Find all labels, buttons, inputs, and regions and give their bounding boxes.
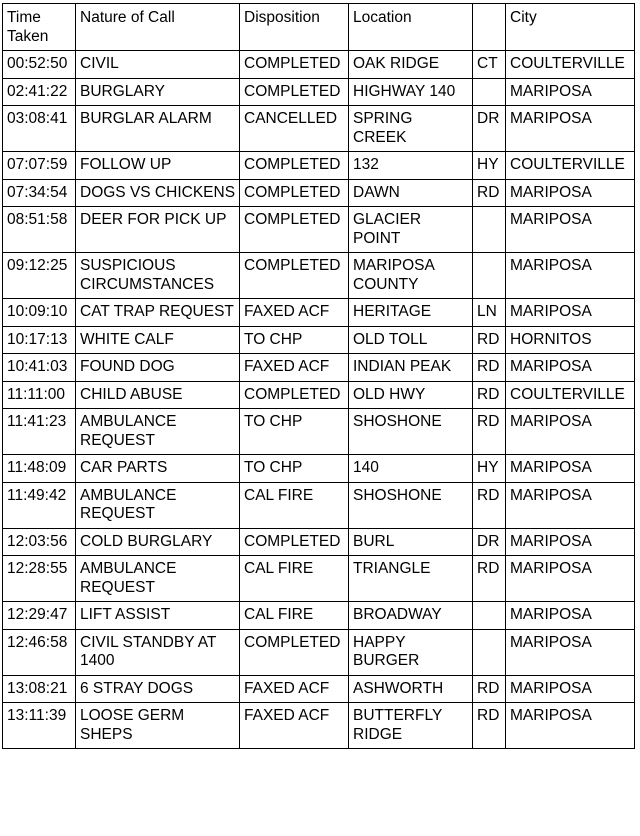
table-row	[3, 78, 635, 106]
cell-city: MARIPOSA	[506, 455, 635, 483]
cell-city: MARIPOSA	[506, 207, 635, 253]
cell-time: 12:03:56	[3, 528, 76, 556]
cell-city: MARIPOSA	[506, 675, 635, 703]
cell-location: INDIAN PEAK	[349, 354, 473, 382]
cell-location: BUTTERFLY RIDGE	[349, 703, 473, 749]
cell-nature: LOOSE GERM SHEPS	[76, 703, 240, 749]
cell-suffix	[473, 78, 506, 106]
table-row	[3, 556, 635, 602]
cell-disposition: CANCELLED	[240, 106, 349, 152]
cell-time: 10:17:13	[3, 326, 76, 354]
cell-nature: BURGLAR ALARM	[76, 106, 240, 152]
cell-time: 12:28:55	[3, 556, 76, 602]
cell-time: 11:41:23	[3, 409, 76, 455]
cell-nature: FOLLOW UP	[76, 152, 240, 180]
cell-city: MARIPOSA	[506, 629, 635, 675]
header-city: City	[506, 4, 635, 51]
cell-location: TRIANGLE	[349, 556, 473, 602]
table-row	[3, 381, 635, 409]
table-row	[3, 51, 635, 79]
call-log-table	[2, 3, 635, 749]
cell-nature: SUSPICIOUS CIRCUMSTANCES	[76, 253, 240, 299]
cell-suffix: CT	[473, 51, 506, 79]
cell-disposition: CAL FIRE	[240, 602, 349, 630]
cell-city: MARIPOSA	[506, 299, 635, 327]
table-row	[3, 409, 635, 455]
header-nature-of-call: Nature of Call	[76, 4, 240, 51]
cell-suffix: RD	[473, 675, 506, 703]
table-row	[3, 354, 635, 382]
cell-disposition: COMPLETED	[240, 179, 349, 207]
table-row	[3, 703, 635, 749]
cell-time: 07:07:59	[3, 152, 76, 180]
cell-suffix	[473, 253, 506, 299]
cell-suffix: RD	[473, 482, 506, 528]
cell-suffix: HY	[473, 152, 506, 180]
cell-city: HORNITOS	[506, 326, 635, 354]
cell-disposition: COMPLETED	[240, 629, 349, 675]
cell-city: MARIPOSA	[506, 409, 635, 455]
cell-location: MARIPOSA COUNTY	[349, 253, 473, 299]
cell-location: SHOSHONE	[349, 409, 473, 455]
cell-disposition: COMPLETED	[240, 78, 349, 106]
table-row	[3, 253, 635, 299]
cell-location: ASHWORTH	[349, 675, 473, 703]
cell-time: 11:49:42	[3, 482, 76, 528]
cell-time: 08:51:58	[3, 207, 76, 253]
table-row	[3, 528, 635, 556]
cell-suffix: RD	[473, 703, 506, 749]
cell-suffix: RD	[473, 556, 506, 602]
cell-suffix: DR	[473, 106, 506, 152]
cell-location: HERITAGE	[349, 299, 473, 327]
cell-time: 13:08:21	[3, 675, 76, 703]
header-time-taken: Time Taken	[3, 4, 76, 51]
cell-location: OLD TOLL	[349, 326, 473, 354]
cell-time: 11:48:09	[3, 455, 76, 483]
cell-time: 02:41:22	[3, 78, 76, 106]
cell-time: 12:29:47	[3, 602, 76, 630]
cell-city: MARIPOSA	[506, 482, 635, 528]
table-row	[3, 106, 635, 152]
cell-time: 03:08:41	[3, 106, 76, 152]
cell-disposition: TO CHP	[240, 455, 349, 483]
cell-time: 13:11:39	[3, 703, 76, 749]
cell-disposition: FAXED ACF	[240, 703, 349, 749]
header-street-suffix	[473, 4, 506, 51]
cell-location: GLACIER POINT	[349, 207, 473, 253]
cell-location: HIGHWAY 140	[349, 78, 473, 106]
header-disposition: Disposition	[240, 4, 349, 51]
cell-disposition: COMPLETED	[240, 207, 349, 253]
cell-suffix	[473, 207, 506, 253]
cell-suffix: RD	[473, 409, 506, 455]
cell-time: 07:34:54	[3, 179, 76, 207]
table-row	[3, 629, 635, 675]
cell-location: BURL	[349, 528, 473, 556]
cell-suffix	[473, 629, 506, 675]
cell-disposition: FAXED ACF	[240, 354, 349, 382]
cell-location: BROADWAY	[349, 602, 473, 630]
cell-nature: CHILD ABUSE	[76, 381, 240, 409]
cell-nature: BURGLARY	[76, 78, 240, 106]
cell-disposition: COMPLETED	[240, 381, 349, 409]
cell-suffix: DR	[473, 528, 506, 556]
table-row	[3, 455, 635, 483]
cell-city: MARIPOSA	[506, 528, 635, 556]
cell-city: MARIPOSA	[506, 354, 635, 382]
cell-disposition: FAXED ACF	[240, 299, 349, 327]
cell-nature: DEER FOR PICK UP	[76, 207, 240, 253]
cell-city: MARIPOSA	[506, 179, 635, 207]
cell-suffix	[473, 602, 506, 630]
cell-time: 00:52:50	[3, 51, 76, 79]
cell-time: 11:11:00	[3, 381, 76, 409]
cell-time: 09:12:25	[3, 253, 76, 299]
cell-nature: FOUND DOG	[76, 354, 240, 382]
cell-location: HAPPY BURGER	[349, 629, 473, 675]
cell-location: OLD HWY	[349, 381, 473, 409]
cell-city: MARIPOSA	[506, 703, 635, 749]
cell-nature: CIVIL	[76, 51, 240, 79]
cell-suffix: RD	[473, 381, 506, 409]
cell-nature: 6 STRAY DOGS	[76, 675, 240, 703]
cell-suffix: RD	[473, 354, 506, 382]
table-row	[3, 152, 635, 180]
cell-city: MARIPOSA	[506, 253, 635, 299]
cell-suffix: RD	[473, 179, 506, 207]
cell-suffix: HY	[473, 455, 506, 483]
table-row	[3, 326, 635, 354]
cell-disposition: TO CHP	[240, 409, 349, 455]
table-header-row	[3, 4, 635, 51]
cell-city: MARIPOSA	[506, 106, 635, 152]
cell-disposition: COMPLETED	[240, 253, 349, 299]
cell-disposition: COMPLETED	[240, 528, 349, 556]
cell-city: MARIPOSA	[506, 556, 635, 602]
cell-disposition: COMPLETED	[240, 51, 349, 79]
cell-city: COULTERVILLE	[506, 381, 635, 409]
cell-nature: DOGS VS CHICKENS	[76, 179, 240, 207]
cell-city: COULTERVILLE	[506, 51, 635, 79]
cell-city: MARIPOSA	[506, 602, 635, 630]
cell-disposition: FAXED ACF	[240, 675, 349, 703]
cell-city: MARIPOSA	[506, 78, 635, 106]
cell-suffix: RD	[473, 326, 506, 354]
cell-time: 10:41:03	[3, 354, 76, 382]
cell-disposition: COMPLETED	[240, 152, 349, 180]
cell-location: 140	[349, 455, 473, 483]
header-location: Location	[349, 4, 473, 51]
table-row	[3, 299, 635, 327]
cell-time: 12:46:58	[3, 629, 76, 675]
cell-nature: WHITE CALF	[76, 326, 240, 354]
cell-time: 10:09:10	[3, 299, 76, 327]
table-row	[3, 207, 635, 253]
cell-nature: LIFT ASSIST	[76, 602, 240, 630]
cell-disposition: TO CHP	[240, 326, 349, 354]
cell-nature: CIVIL STANDBY AT 1400	[76, 629, 240, 675]
cell-disposition: CAL FIRE	[240, 556, 349, 602]
cell-location: DAWN	[349, 179, 473, 207]
cell-location: SHOSHONE	[349, 482, 473, 528]
table-row	[3, 675, 635, 703]
table-row	[3, 602, 635, 630]
cell-nature: CAT TRAP REQUEST	[76, 299, 240, 327]
cell-nature: AMBULANCE REQUEST	[76, 482, 240, 528]
cell-city: COULTERVILLE	[506, 152, 635, 180]
cell-nature: COLD BURGLARY	[76, 528, 240, 556]
cell-location: SPRING CREEK	[349, 106, 473, 152]
cell-disposition: CAL FIRE	[240, 482, 349, 528]
cell-nature: AMBULANCE REQUEST	[76, 409, 240, 455]
cell-suffix: LN	[473, 299, 506, 327]
cell-location: 132	[349, 152, 473, 180]
table-row	[3, 179, 635, 207]
table-row	[3, 482, 635, 528]
cell-nature: CAR PARTS	[76, 455, 240, 483]
cell-location: OAK RIDGE	[349, 51, 473, 79]
cell-nature: AMBULANCE REQUEST	[76, 556, 240, 602]
